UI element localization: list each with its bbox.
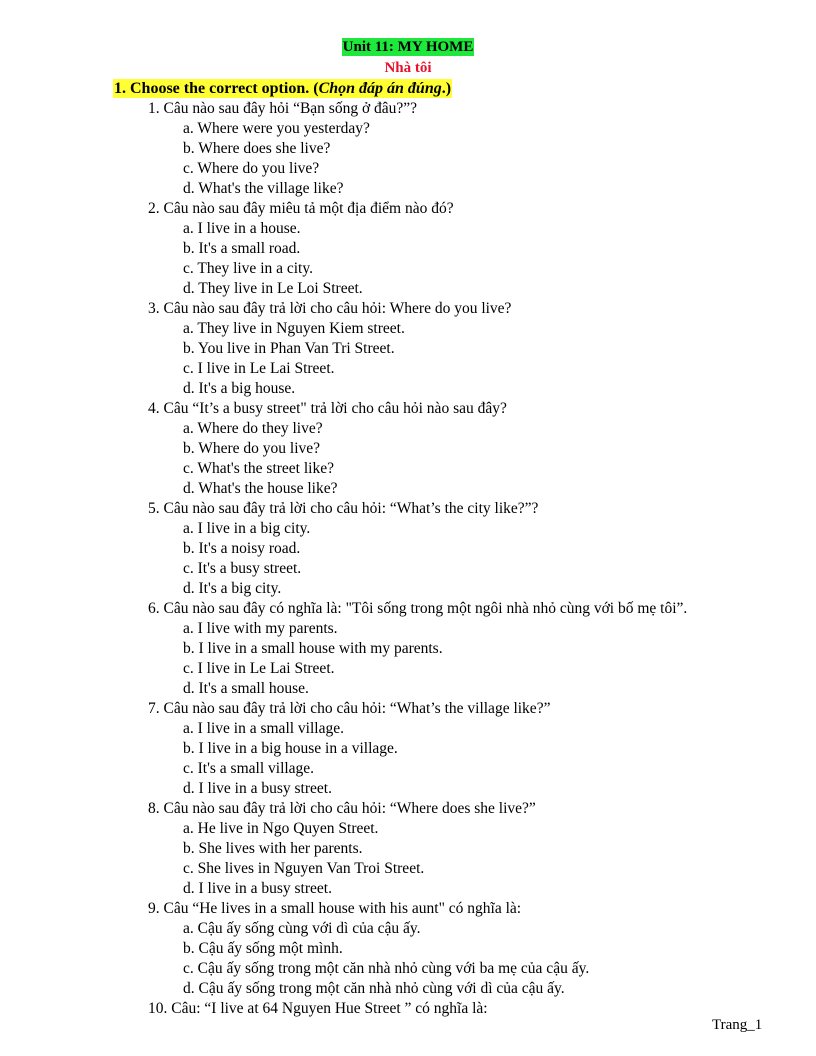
answer-option: a. Where do they live? [183,420,323,437]
answer-option: b. It's a small road. [183,240,301,257]
section-heading-italic: Chọn đáp án đúng [318,80,442,97]
question-text: 4. Câu “It’s a busy street" trả lời cho câu hỏi nào sau đây? [148,400,507,417]
answer-option: b. Where do you live? [183,440,321,457]
answer-option: a. I live in a small village. [183,720,344,737]
answer-option: d. What's the village like? [183,180,344,197]
answer-option: d. It's a big house. [183,380,296,397]
question-text: 6. Câu nào sau đây có nghĩa là: "Tôi sống trong một ngôi nhà nhỏ cùng với bố mẹ tôi”. [148,600,688,617]
answer-option: d. It's a big city. [183,580,282,597]
question-text: 8. Câu nào sau đây trả lời cho câu hỏi: “Where does she live?” [148,800,536,817]
section-heading [113,79,452,98]
question-text: 10. Câu: “I live at 64 Nguyen Hue Street ” có nghĩa là: [148,1000,488,1017]
question-text: 1. Câu nào sau đây hỏi “Bạn sống ở đâu?”? [148,100,418,117]
answer-option: c. It's a small village. [183,760,315,777]
answer-option: b. Cậu ấy sống một mình. [183,940,343,957]
answer-option: d. I live in a busy street. [183,780,332,797]
question-text: 3. Câu nào sau đây trả lời cho câu hỏi: Where do you live? [148,300,512,317]
answer-option: d. I live in a busy street. [183,880,332,897]
answer-option: a. I live in a big city. [183,520,311,537]
question-text: 2. Câu nào sau đây miêu tả một địa điểm nào đó? [148,200,454,217]
answer-option: b. Where does she live? [183,140,331,157]
answer-option: c. Where do you live? [183,160,320,177]
page-subtitle: Nhà tôi [384,60,432,76]
page-title: Unit 11: MY HOME [342,39,474,55]
page-number: Trang_1 [712,1017,763,1033]
question-text: 5. Câu nào sau đây trả lời cho câu hỏi: “What’s the city like?”? [148,500,539,517]
answer-option: b. It's a noisy road. [183,540,301,557]
answer-option: c. Cậu ấy sống trong một căn nhà nhỏ cùng với ba mẹ của cậu ấy. [183,960,590,977]
answer-option: c. I live in Le Lai Street. [183,360,335,377]
answer-option: b. You live in Phan Van Tri Street. [183,340,395,357]
answer-option: d. What's the house like? [183,480,338,497]
answer-option: c. It's a busy street. [183,560,302,577]
section-heading-suffix: .) [441,80,452,97]
answer-option: c. I live in Le Lai Street. [183,660,335,677]
answer-option: c. What's the street like? [183,460,334,477]
answer-option: a. Cậu ấy sống cùng với dì của cậu ấy. [183,920,421,937]
answer-option: b. She lives with her parents. [183,840,363,857]
answer-option: a. They live in Nguyen Kiem street. [183,320,405,337]
question-list [148,99,687,1019]
question-text: 7. Câu nào sau đây trả lời cho câu hỏi: “What’s the village like?” [148,700,551,717]
answer-option: b. I live in a small house with my parents. [183,640,443,657]
section-heading-prefix: 1. Choose the correct option. ( [114,80,319,97]
answer-option: c. They live in a city. [183,260,313,277]
answer-option: a. I live in a house. [183,220,301,237]
answer-option: d. Cậu ấy sống trong một căn nhà nhỏ cùng với dì của cậu ấy. [183,980,565,997]
answer-option: d. It's a small house. [183,680,309,697]
answer-option: c. She lives in Nguyen Van Troi Street. [183,860,425,877]
answer-option: a. I live with my parents. [183,620,338,637]
title-row [0,38,816,56]
answer-option: b. I live in a big house in a village. [183,740,398,757]
answer-option: a. He live in Ngo Quyen Street. [183,820,379,837]
question-text: 9. Câu “He lives in a small house with his aunt" có nghĩa là: [148,900,522,917]
answer-option: d. They live in Le Loi Street. [183,280,363,297]
answer-option: a. Where were you yesterday? [183,120,370,137]
